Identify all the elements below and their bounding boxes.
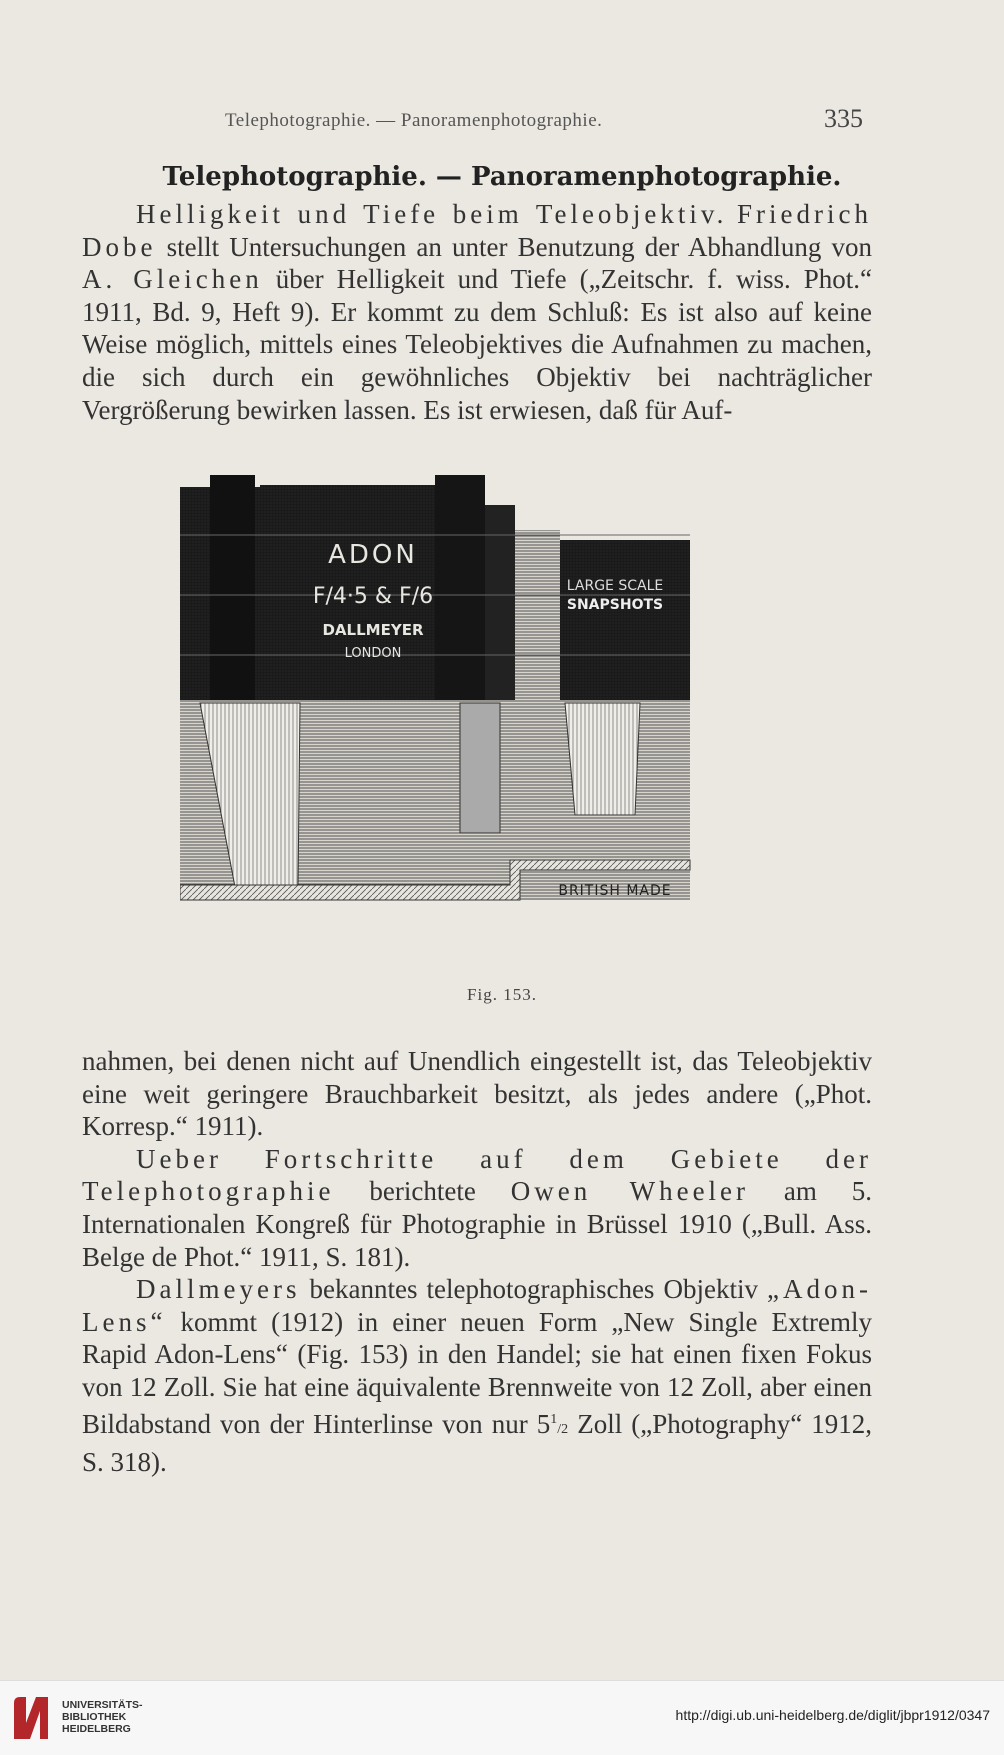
paragraph-text: kommt (1912) in einer neuen Form „New Single Extremly Rapid Adon-Lens“ (Fig. 153) in den Handel; sie hat einen fixen Fokus von 12 Zoll. Sie hat eine äquivalente Brennweite von 12 Zoll, aber einen Bildabstand von der Hinterlinse von nur 5 xyxy=(82,1306,872,1439)
library-name-line: HEIDELBERG xyxy=(62,1723,131,1735)
figure-caption: Fig. 153. xyxy=(467,985,537,1004)
paragraph-progress xyxy=(82,1143,872,1273)
barrel-ring-rear xyxy=(435,475,485,707)
hood-engraving-scale: LARGE SCALE xyxy=(566,578,664,594)
paragraph-lead: Ueber Fortschritte auf dem Gebiete der Telephotographie xyxy=(82,1143,872,1207)
fraction-numerator: 1 xyxy=(550,1411,558,1427)
barrel-collar xyxy=(485,505,515,700)
paragraph-text: Zoll („Photography“ 1912, S. 318). xyxy=(82,1408,873,1478)
paragraph-brightness xyxy=(82,198,872,426)
text-block-bottom xyxy=(82,1045,872,1479)
library-name xyxy=(62,1699,143,1735)
text-block-top xyxy=(82,198,872,426)
lens-engraving-maker: DALLMEYER xyxy=(322,621,424,639)
threaded-mount xyxy=(515,530,560,700)
section-title: Telephotographie. — Panoramenphotographie. xyxy=(162,162,842,192)
author-name: Dallmeyers xyxy=(136,1274,301,1305)
rear-lens-element xyxy=(565,703,640,815)
page-number: 335 xyxy=(824,104,863,133)
fraction-denominator: /2 xyxy=(557,1421,569,1437)
paragraph-text: stellt Untersuchungen an unter Benutzung der Abhandlung von xyxy=(166,231,873,262)
lens-illustration xyxy=(180,475,770,960)
library-name-line: BIBLIOTHEK xyxy=(62,1711,127,1723)
lens-engraving-aperture: F/4·5 & F/6 xyxy=(312,584,434,609)
paragraph-continuation: nahmen, bei denen nicht auf Unendlich eingestellt ist, das Teleobjektiv eine weit geringere Brauchbarkeit besitzt, als jedes andere („Phot. Korresp.“ 1911). xyxy=(82,1046,872,1142)
hood-engraving-snapshots: SNAPSHOTS xyxy=(566,597,664,613)
author-name: Owen Wheeler xyxy=(510,1176,750,1207)
lens-hood xyxy=(560,540,690,700)
paragraph-adon-lens xyxy=(82,1273,872,1479)
running-head: Telephotographie. — Panoramenphotographie. xyxy=(225,110,603,131)
library-name-line: UNIVERSITÄTS- xyxy=(62,1699,143,1711)
lens-engraving-adon: ADON xyxy=(328,540,418,570)
paragraph-text: bekanntes telephotographisches Objektiv xyxy=(309,1274,758,1305)
british-made-label: BRITISH MADE xyxy=(558,883,672,899)
paragraph-text: berichtete xyxy=(369,1176,476,1207)
paragraph-text: über Helligkeit und Tiefe („Zeitschr. f. wiss. Phot.“ 1911, Bd. 9, Heft 9). Er kommt zu dem Schluß: Es ist also auf keine Weise möglich, mittels eines Teleobjektives die Aufnahmen zu machen, die sich durch ein gewöhnliches Objektiv bei nachträglicher Vergrößerung bewirken lassen. Es ist erwiesen, daß für Auf- xyxy=(82,264,873,425)
paragraph-text: am 5. Internationalen Kongreß für Photographie in Brüssel 1910 („Bull. Ass. Belge de Phot.“ 1911, S. 181). xyxy=(82,1176,873,1272)
permalink-url[interactable]: http://digi.ub.uni-heidelberg.de/diglit/jbpr1912/0347 xyxy=(675,1707,990,1723)
lens-engraving-city: LONDON xyxy=(344,646,402,661)
author-name: Friedrich Dobe xyxy=(82,199,872,262)
viewer-footer xyxy=(0,1680,1004,1755)
library-logo-icon xyxy=(10,1693,52,1743)
diaphragm-rings xyxy=(460,703,500,833)
lens-name: „Adon-Lens“ xyxy=(82,1274,872,1337)
paragraph-lead: Helligkeit und Tiefe beim Teleobjektiv. xyxy=(136,199,728,229)
barrel-ring-front xyxy=(210,475,255,712)
author-name: A. Gleichen xyxy=(82,264,263,295)
